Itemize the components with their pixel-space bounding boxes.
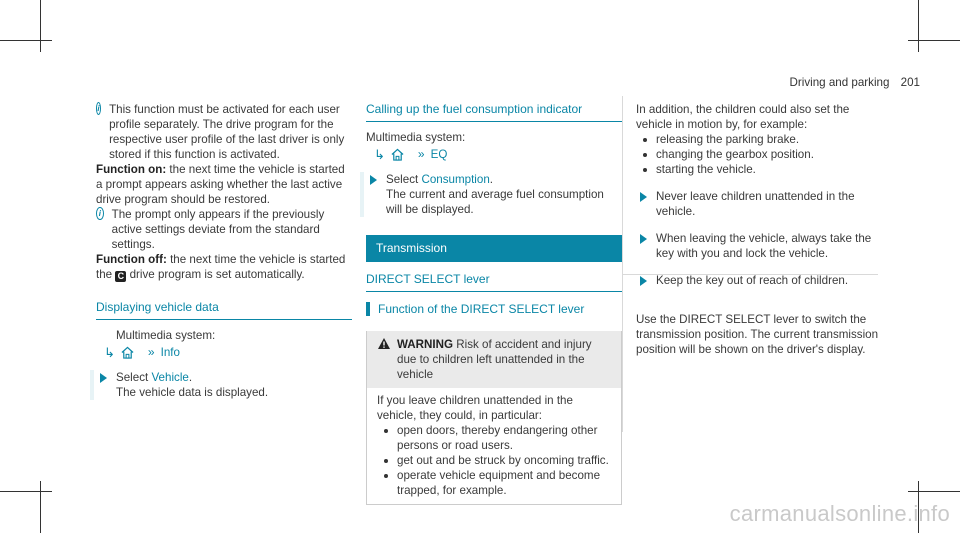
step-take-key — [636, 231, 880, 261]
step-arrow-icon — [100, 373, 107, 383]
function-on-label: Function on: — [96, 163, 167, 176]
function-off-post: drive program is set automatically. — [129, 268, 305, 281]
list-item: open doors, thereby endangering other persons or road users. — [377, 423, 611, 453]
step-text: Never leave children unattended in the vehicle. — [656, 190, 855, 218]
crop-mark — [908, 491, 960, 492]
menu-path — [104, 345, 352, 360]
heading-direct-select-lever: DIRECT SELECT lever — [366, 272, 622, 292]
select-prefix: Select — [386, 173, 419, 186]
multimedia-label: Multimedia system: — [366, 131, 466, 144]
warning-title — [397, 337, 611, 382]
warning-label: WARNING — [397, 338, 454, 351]
section-heading-vehicle-data — [96, 300, 352, 320]
comfort-program-badge: C — [115, 271, 126, 282]
column-3 — [636, 102, 880, 357]
step-arrow-icon — [640, 276, 647, 286]
return-arrow-icon: ↳ — [374, 147, 385, 162]
select-link-vehicle[interactable]: Vehicle — [151, 371, 189, 384]
heading-fuel-consumption: Calling up the fuel consumption indicator — [366, 102, 622, 122]
warning-triangle-icon — [377, 337, 391, 350]
watermark: carmanualsonline.info — [729, 501, 950, 526]
crop-mark — [908, 40, 960, 41]
step-select-consumption: Select Consumption. The current and average fuel consumption will be displayed. — [366, 172, 622, 217]
list-item: starting the vehicle. — [636, 162, 880, 177]
path-item-eq: EQ — [430, 148, 448, 161]
select-prefix: Select — [116, 371, 149, 384]
column-1 — [96, 102, 352, 400]
note-2-text: The prompt only appears if the previously active settings deviate from the standard settings. — [111, 208, 325, 251]
column-2 — [366, 102, 622, 505]
note-1 — [96, 102, 352, 162]
crop-mark — [918, 0, 919, 52]
warning-header — [367, 331, 621, 388]
menu-path — [374, 147, 622, 162]
step-keep-key — [636, 273, 880, 288]
crop-mark — [40, 481, 41, 533]
page-number: 201 — [900, 76, 920, 89]
step-arrow-icon — [640, 234, 647, 244]
return-arrow-icon: ↳ — [104, 345, 115, 360]
warning-body-text: If you leave children unattended in the vehicle, they could, in particular: — [377, 394, 573, 422]
step-text: When leaving the vehicle, always take the key with you and lock the vehicle. — [656, 232, 872, 260]
running-header — [790, 76, 920, 89]
step-arrow-icon — [370, 175, 377, 185]
warning-text: Risk of accident and injury due to children left unattended in the vehicle — [397, 338, 592, 381]
crop-mark — [0, 40, 52, 41]
multimedia-label: Multimedia system: — [116, 329, 216, 342]
step-result: The current and average fuel consumption will be displayed. — [386, 188, 604, 216]
section-title: Driving and parking — [789, 76, 890, 89]
column-divider — [622, 96, 623, 432]
note-2 — [96, 207, 352, 252]
warning-title-row — [377, 337, 611, 382]
section-band-transmission: Transmission — [366, 235, 622, 262]
function-on — [96, 162, 352, 207]
function-off-pre: the next time the vehicle is started the — [96, 253, 346, 281]
home-icon — [391, 148, 404, 161]
crop-mark — [0, 491, 52, 492]
warning-body — [367, 388, 621, 504]
footer-text: Use the DIRECT SELECT lever to switch the transmission position. The current transmission position will be shown on the driver's display. — [636, 313, 879, 356]
info-icon: i — [97, 104, 100, 113]
function-off — [96, 252, 352, 282]
warning-box — [366, 331, 622, 505]
crop-mark — [40, 0, 41, 52]
list-item: releasing the parking brake. — [636, 132, 880, 147]
step-result: The vehicle data is displayed. — [116, 386, 269, 399]
step-bar — [90, 370, 94, 400]
step-bar — [360, 172, 364, 217]
select-link-consumption[interactable]: Consumption — [421, 173, 490, 186]
double-chevron-icon: » — [417, 147, 425, 161]
info-icon: i — [96, 207, 104, 220]
list-item: get out and be struck by oncoming traffic. — [377, 453, 611, 468]
note-1-text: This function must be activated for each user profile separately. The drive program for the respective user profile of the last driver is only stored if this function is activated. — [109, 103, 345, 161]
path-item-info: Info — [160, 346, 180, 359]
step-text: Keep the key out of reach of children. — [656, 274, 849, 287]
step-never-leave — [636, 189, 880, 219]
double-chevron-icon: » — [147, 345, 155, 359]
function-off-label: Function off: — [96, 253, 167, 266]
step-arrow-icon — [640, 192, 647, 202]
list-item: operate vehicle equipment and become trapped, for example. — [377, 468, 611, 498]
function-on-text: the next time the vehicle is started a prompt appears asking whether the last active drive program should be restored. — [96, 163, 345, 206]
intro-text: In addition, the children could also set the vehicle in motion by, for example: — [636, 103, 850, 131]
list-item: changing the gearbox position. — [636, 147, 880, 162]
home-icon — [121, 346, 134, 359]
subheading-function: Function of the DIRECT SELECT lever — [366, 302, 622, 317]
heading-displaying-vehicle-data: Displaying vehicle data — [96, 300, 352, 320]
step-select-vehicle: Select Vehicle. The vehicle data is displayed. — [96, 370, 352, 400]
